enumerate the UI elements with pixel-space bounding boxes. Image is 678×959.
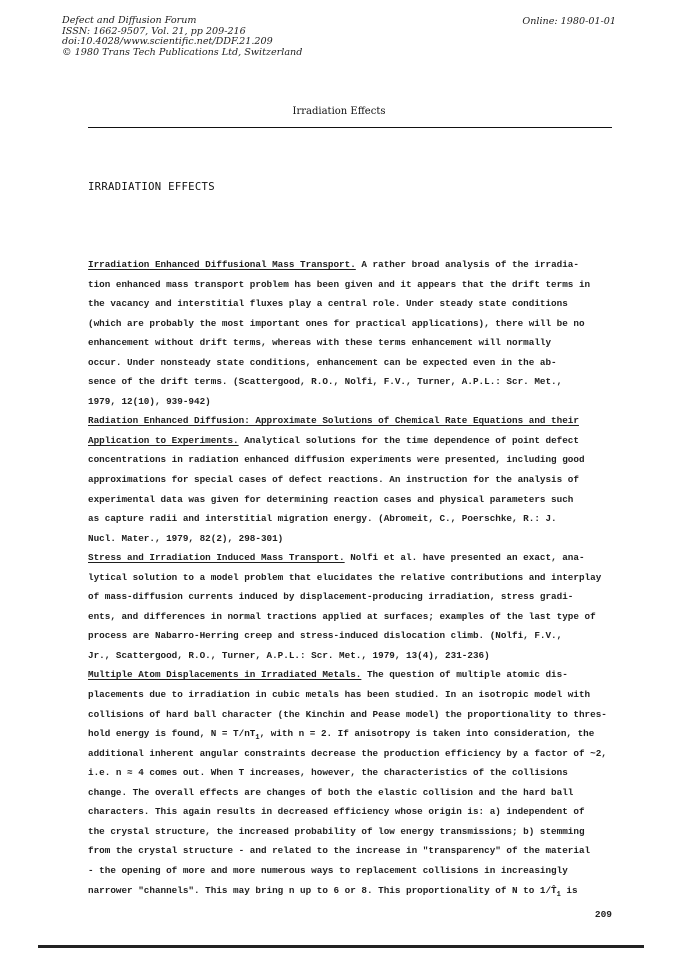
text-line: Multiple Atom Displacements in Irradiated Metals. The question of multiple atomic dis- (88, 669, 568, 681)
text-line: placements due to irradiation in cubic metals has been studied. In an isotropic model with (88, 689, 591, 701)
text-line: - the opening of more and more numerous ways to replacement collisions in increasingly (88, 864, 568, 876)
text-line: of mass-diffusion currents induced by displacement-producing irradiation, stress gradi- (88, 591, 574, 603)
text-line: approximations for special cases of defect reactions. An instruction for the analysis of (88, 474, 579, 486)
abstract-title: Radiation Enhanced Diffusion: Approximate Solutions of Chemical Rate Equations and their (88, 415, 579, 427)
section-title: IRRADIATION EFFECTS (88, 181, 215, 193)
text-line: concentrations in radiation enhanced diffusion experiments were presented, including good (88, 454, 585, 466)
footer-rule (38, 945, 644, 948)
copyright-line: © 1980 Trans Tech Publications Ltd, Switzerland (62, 46, 303, 58)
running-head: Irradiation Effects (292, 106, 386, 117)
article-body (88, 255, 613, 900)
text-line: additional inherent angular constraints decrease the production efficiency by a factor of ~2, (88, 747, 607, 759)
text-line: hold energy is found, $N = T/nT_1$, with n = 2. If anisotropy is taken into consideration, the (88, 728, 595, 742)
text-line: enhancement without drift terms, whereas with these terms enhancement will normally (88, 337, 552, 349)
text-line: 1979, 12(10), 939-942) (88, 395, 211, 407)
abstract-title: Irradiation Enhanced Diffusional Mass Transport. (88, 259, 356, 270)
text-line: (which are probably the most important ones for practical applications), there will be no (88, 317, 585, 329)
text-line: i.e. n ≈ 4 comes out. When T increases, however, the characteristics of the collisions (88, 767, 568, 779)
text-line: occur. Under nonsteady state conditions, enhancement can be expected even in the ab- (88, 356, 557, 368)
text-line: Jr., Scattergood, R.O., Turner, A.P.L.: Scr. Met., 1979, 13(4), 231-236) (88, 649, 490, 661)
text-line: Irradiation Enhanced Diffusional Mass Transport. A rather broad analysis of the irradia- (88, 259, 579, 270)
abstract-title: Multiple Atom Displacements in Irradiated Metals. (88, 669, 362, 681)
text-line: lytical solution to a model problem that elucidates the relative contributions and interplay (88, 571, 602, 583)
page-number: 209 (594, 909, 612, 920)
text-line: narrower "channels". This may bring n up to 6 or 8. This proportionality of N to $1/T̂_1$ is (88, 884, 578, 899)
text-line: change. The overall effects are changes of both the elastic collision and the hard ball (88, 786, 574, 798)
text-line: the crystal structure, the increased probability of low energy transmissions; b) stemming (88, 825, 585, 837)
abstract-title: Stress and Irradiation Induced Mass Transport. (88, 552, 345, 564)
issn-line: ISSN: 1662-9507, Vol. 21, pp 209-216 (62, 25, 246, 37)
journal-name: Defect and Diffusion Forum (62, 15, 197, 26)
text-line: ents, and differences in normal tractions applied at surfaces; examples of the last type of (88, 610, 596, 622)
abstract-title: Application to Experiments. (88, 434, 239, 446)
text-line: Nucl. Mater., 1979, 82(2), 298-301) (88, 532, 284, 544)
text-line: Stress and Irradiation Induced Mass Transport. Nolfi et al. have presented an exact, ana- (88, 552, 585, 564)
text-line: sence of the drift terms. (Scattergood, R.O., Nolfi, F.V., Turner, A.P.L.: Scr. Met., (88, 376, 563, 388)
online-date: Online: 1980-01-01 (522, 16, 616, 27)
header-rule (88, 127, 612, 128)
text-line: Application to Experiments. Analytical solutions for the time dependence of point defect (88, 434, 579, 446)
text-line: from the crystal structure - and related to the increase in "transparency" of the material (88, 845, 591, 857)
text-line: as capture radii and interstitial migration energy. (Abromeit, C., Poerschke, R.: J. (88, 513, 557, 525)
text-line: process are Nabarro-Herring creep and stress-induced dislocation climb. (Nolfi, F.V., (88, 630, 563, 642)
doi-line[interactable]: doi:10.4028/www.scientific.net/DDF.21.209 (62, 36, 273, 48)
text-line: the vacancy and interstitial fluxes play a central role. Under steady state conditions (88, 298, 568, 310)
text-line: collisions of hard ball character (the Kinchin and Pease model) the proportionality to thres- (88, 708, 607, 720)
journal-header (62, 16, 302, 58)
text-line: characters. This again results in decreased efficiency whose origin is: a) independent of (88, 806, 585, 818)
text-line: tion enhanced mass transport problem has been given and it appears that the drift terms in (88, 278, 591, 290)
text-line: experimental data was given for determining reaction cases and physical parameters such (88, 493, 574, 505)
